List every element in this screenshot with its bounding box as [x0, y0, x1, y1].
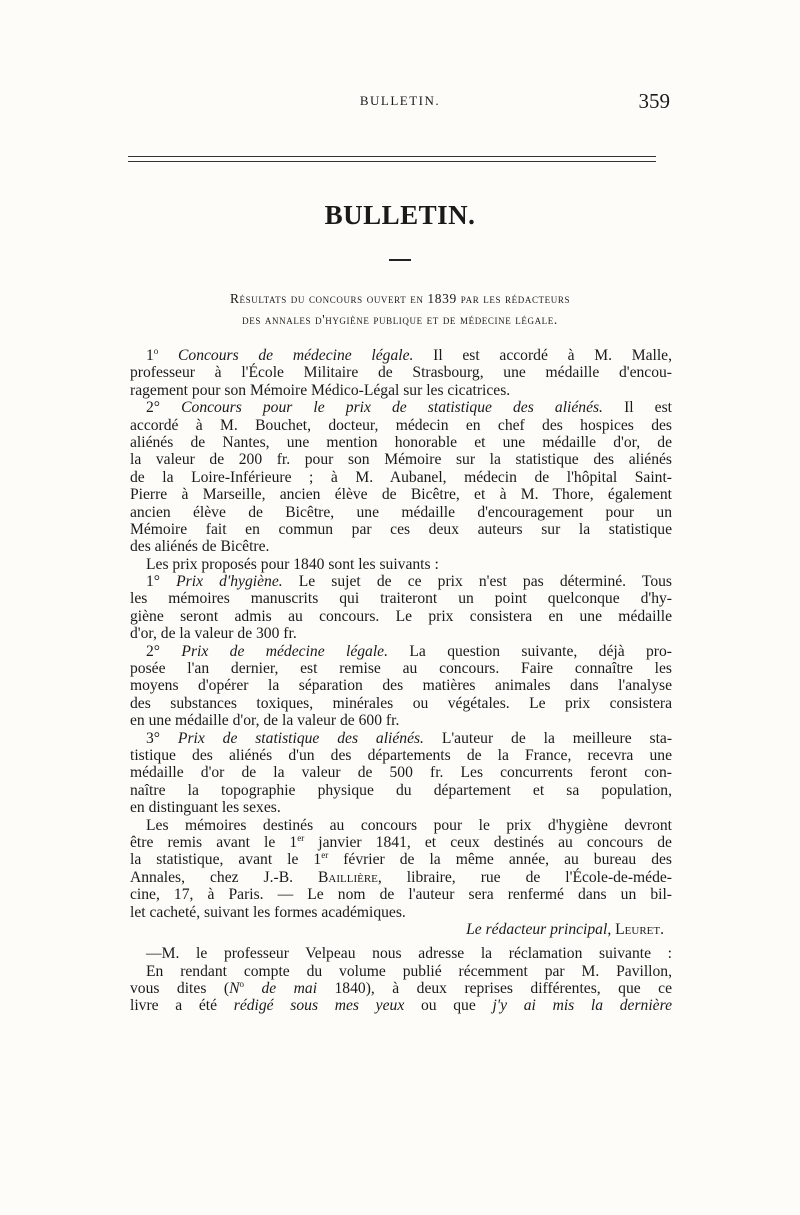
text-segment: être remis avant le 1 — [130, 833, 298, 851]
text-segment: aliénés de Nantes, une mention honorable et une médaille d'or, de — [130, 433, 672, 451]
text-segment: moyens d'opérer la séparation des matières animales dans l'analyse — [130, 677, 672, 695]
text-line — [130, 643, 672, 660]
text-line — [130, 538, 672, 555]
text-segment: . — [660, 920, 664, 938]
text-segment: , libraire, rue de l'École-de-méde- — [377, 868, 673, 886]
text-line — [130, 504, 672, 521]
text-line — [130, 869, 672, 886]
text-segment: Le sujet de ce prix n'est pas déterminé. Tous — [282, 573, 672, 591]
signature-line — [130, 921, 672, 938]
text-segment: 2° — [146, 399, 182, 417]
text-segment: rédigé sous mes yeux — [233, 997, 405, 1015]
text-line — [130, 660, 672, 677]
text-line — [130, 764, 672, 781]
text-line — [130, 486, 672, 503]
section-heading-line: des annales d'hygiène publique et de médecine légale. — [242, 312, 558, 327]
text-segment: Il est accordé à M. Malle, — [413, 347, 672, 364]
text-segment: les mémoires manuscrits qui traiteront un point quelconque d'hy- — [130, 590, 672, 608]
text-line — [130, 712, 672, 729]
text-segment — [158, 347, 178, 364]
text-segment: En rendant compte du volume publié récemment par M. Pavillon, — [146, 962, 672, 980]
text-segment: Le rédacteur principal — [466, 920, 608, 938]
text-segment: o — [239, 978, 244, 989]
text-line — [130, 834, 672, 851]
text-segment: professeur à l'École Militaire de Strasbourg, une médaille d'encou- — [130, 364, 672, 382]
text-segment: vous dites ( — [130, 980, 230, 998]
text-segment: ou que — [404, 997, 493, 1015]
text-line — [130, 747, 672, 764]
text-segment: Il est — [602, 399, 673, 417]
body-text — [130, 347, 672, 1015]
text-segment: la valeur de 200 fr. pour son Mémoire sur la statistique des aliénés — [130, 451, 672, 469]
text-segment: janvier 1841, et ceux destinés au concours de — [304, 833, 672, 851]
text-segment: posée l'an dernier, est remise au concours. Faire connaître les — [130, 660, 672, 678]
text-segment: 2° — [146, 642, 182, 660]
text-segment: Baillière — [318, 868, 378, 886]
text-line — [130, 364, 672, 381]
text-segment: —M. le professeur Velpeau nous adresse la réclamation suivante : — [146, 945, 672, 963]
text-segment: let cacheté, suivant les formes académiques. — [130, 903, 406, 921]
text-segment: en distinguant les sexes. — [130, 799, 281, 817]
text-line — [130, 945, 672, 962]
text-line — [130, 608, 672, 625]
text-segment: d'or, de la valeur de 300 fr. — [130, 625, 297, 643]
text-segment: Prix d'hygiène. — [176, 573, 283, 591]
text-segment: j'y ai mis la dernière — [492, 997, 672, 1015]
text-line — [130, 980, 672, 997]
section-heading-line: Résultats du concours ouvert en 1839 par les rédacteurs — [229, 291, 571, 306]
text-line — [130, 730, 672, 747]
text-line — [130, 417, 672, 434]
text-line — [130, 625, 672, 642]
text-line — [130, 347, 672, 364]
running-head — [130, 89, 670, 117]
section-heading — [130, 288, 670, 330]
running-title: BULLETIN. — [359, 93, 441, 108]
text-segment: des substances toxiques, minérales ou végétales. Le prix consistera — [130, 694, 672, 712]
text-segment: ancien élève de Bicêtre, une médaille d'encouragement pour un — [130, 503, 672, 521]
text-line — [130, 782, 672, 799]
text-segment: tistique des aliénés d'un des départements de la France, recevra une — [130, 746, 672, 764]
text-segment: février de la même année, au bureau des — [328, 851, 672, 869]
text-segment: 3° — [146, 729, 178, 747]
text-line — [130, 469, 672, 486]
text-line — [130, 886, 672, 903]
title-rule — [389, 259, 411, 261]
text-segment: accordé à M. Bouchet, docteur, médecin en chef des hospices des — [130, 416, 672, 434]
page-title: BULLETIN. — [324, 200, 476, 230]
text-line — [130, 677, 672, 694]
text-segment: 1° — [146, 573, 177, 591]
text-segment: o — [153, 345, 159, 356]
text-segment: giène seront admis au concours. Le prix consistera en une médaille — [130, 607, 672, 625]
text-line — [130, 997, 672, 1014]
text-line — [130, 799, 672, 816]
text-segment: des aliénés de Bicêtre. — [130, 538, 270, 556]
text-segment: en une médaille d'or, de la valeur de 600 fr. — [130, 712, 400, 730]
text-line — [130, 963, 672, 980]
text-segment: Les mémoires destinés au concours pour le prix d'hygiène devront — [146, 816, 672, 834]
text-segment: Mémoire fait en commun par ces deux auteurs sur la statistique — [130, 520, 672, 538]
text-segment: N — [229, 980, 240, 998]
text-segment: la statistique, avant le 1 — [130, 851, 322, 869]
paragraph-gap — [130, 938, 672, 945]
text-segment: Prix de statistique des aliénés. — [177, 729, 424, 747]
text-line — [130, 399, 672, 416]
text-segment: 1 — [146, 347, 154, 364]
text-segment: Les prix proposés pour 1840 sont les suivants : — [146, 555, 439, 573]
text-line — [130, 382, 672, 399]
text-segment: livre a été — [130, 997, 234, 1015]
text-line — [130, 556, 672, 573]
text-line — [130, 590, 672, 607]
text-line — [130, 817, 672, 834]
text-line — [130, 451, 672, 468]
text-segment: Pierre à Marseille, ancien élève de Bicêtre, et à M. Thore, également — [130, 486, 672, 504]
text-segment: Annales, chez J.-B. — [130, 868, 318, 886]
text-line — [130, 573, 672, 590]
text-segment: 1840), à deux reprises différentes, que ce — [317, 980, 672, 998]
header-rule — [128, 156, 656, 162]
text-segment: de la Loire-Inférieure ; à M. Aubanel, médecin de l'hôpital Saint- — [130, 468, 672, 486]
text-line — [130, 904, 672, 921]
text-segment: médaille d'or de la valeur de 500 fr. Les concurrents feront con- — [130, 764, 672, 782]
text-segment: Concours de médecine légale. — [178, 347, 414, 364]
page-number: 359 — [638, 89, 670, 113]
text-segment: cine, 17, à Paris. — Le nom de l'auteur sera renfermé dans un bil- — [130, 886, 672, 904]
text-segment: ragement pour son Mémoire Médico-Légal sur les cicatrices. — [130, 381, 511, 399]
text-segment: de mai — [243, 980, 318, 998]
text-segment: er — [297, 832, 305, 843]
text-segment: Leuret — [615, 920, 661, 938]
text-line — [130, 521, 672, 538]
text-segment: Concours pour le prix de statistique des aliénés. — [181, 399, 603, 417]
text-segment: La question suivante, déjà pro- — [388, 642, 672, 660]
text-line — [130, 434, 672, 451]
text-segment: naître la topographie physique du département et sa population, — [130, 781, 672, 799]
text-segment: , — [607, 920, 616, 938]
text-segment: L'auteur de la meilleure sta- — [423, 729, 673, 747]
text-segment: Prix de médecine légale. — [181, 642, 388, 660]
text-line — [130, 695, 672, 712]
text-segment: er — [321, 850, 329, 861]
text-line — [130, 851, 672, 868]
